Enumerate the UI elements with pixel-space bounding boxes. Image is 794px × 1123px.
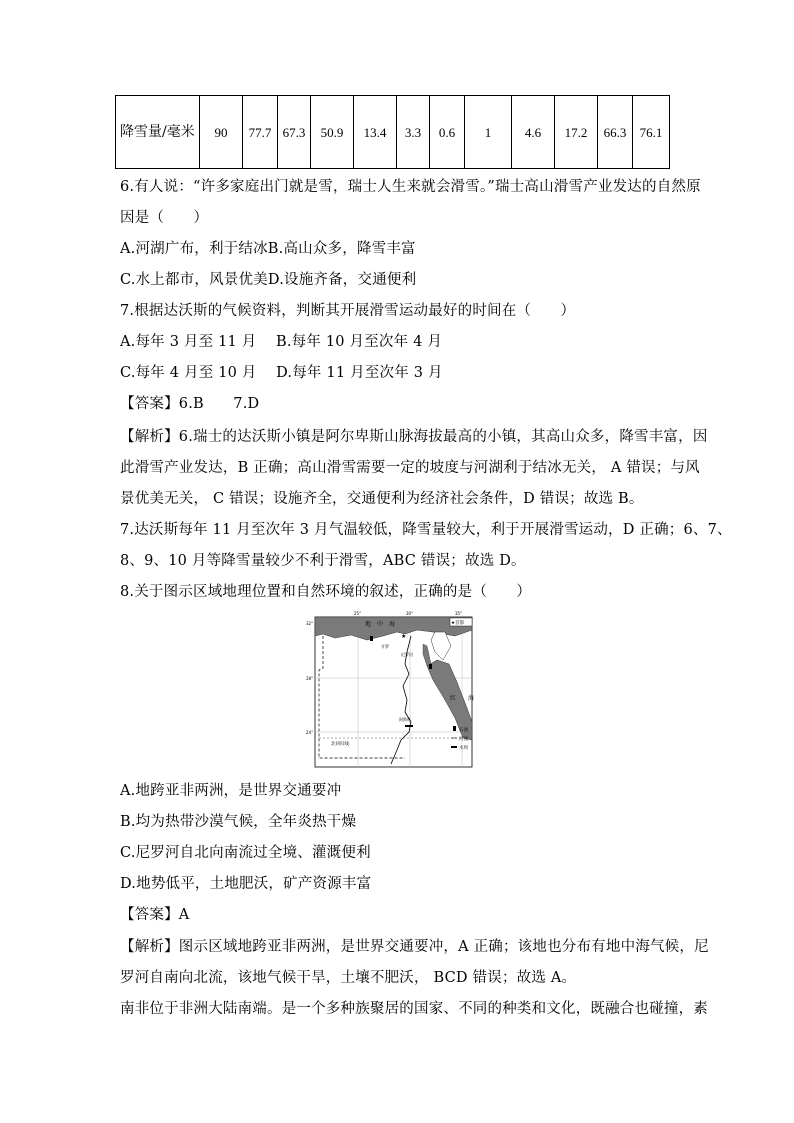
question-6-options-ab: A.河湖广布，利于结冰B.高山众多，降雪丰富 bbox=[120, 241, 416, 257]
question-7-options-ab: A.每年 3 月至 11 月 B.每年 10 月至次年 4 月 bbox=[120, 334, 443, 350]
legend-label: 石油 bbox=[459, 728, 468, 733]
question-7-stem: 7.根据达沃斯的气候资料，判断其开展滑雪运动最好的时间在（ ） bbox=[120, 303, 576, 319]
table-cell: 3.3 bbox=[397, 96, 430, 169]
oil-icon bbox=[370, 636, 373, 641]
oil-icon bbox=[429, 664, 432, 669]
question-7-options-cd: C.每年 4 月至 10 月 D.每年 11 月至次年 3 月 bbox=[120, 365, 443, 381]
analysis-line: 景优美无关， C 错误；设施齐全，交通便利为经济社会条件，D 错误；故选 B。 bbox=[120, 491, 644, 507]
question-8-option-d: D.地势低平，土地肥沃，矿产资源丰富 bbox=[120, 876, 372, 892]
table-cell: 4.6 bbox=[512, 96, 555, 169]
city-label: 阿斯旺 bbox=[399, 717, 411, 722]
table-row bbox=[116, 96, 670, 169]
table-cell: 1 bbox=[465, 96, 512, 169]
table-cell: 0.6 bbox=[430, 96, 465, 169]
lat-label: 32° bbox=[306, 621, 314, 626]
tropic-label: 北回归线 bbox=[331, 742, 349, 747]
question-6-options-cd: C.水上都市，风景优美D.设施齐备，交通便利 bbox=[120, 272, 417, 288]
legend-label: 河流 bbox=[459, 737, 468, 742]
table-cell: 13.4 bbox=[354, 96, 397, 169]
table-header-cell: 降雪量/毫米 bbox=[116, 96, 200, 169]
question-6-stem: 6.有人说：“许多家庭出门就是雪，瑞士人生来就会滑雪。”瑞士高山滑雪产业发达的自然原 bbox=[120, 179, 701, 195]
legend-label: 水坝 bbox=[459, 746, 468, 751]
answer-8: 【答案】A bbox=[120, 907, 190, 923]
table-cell: 76.1 bbox=[633, 96, 670, 169]
dam-icon bbox=[405, 725, 413, 727]
question-8-option-b: B.均为热带沙漠气候，全年炎热干燥 bbox=[120, 814, 357, 830]
capital-icon: ★ bbox=[401, 633, 407, 640]
analysis-line: 7.达沃斯每年 11 月至次年 3 月气温较低，降雪量较大，利于开展滑雪运动，D 正确；6、7、 bbox=[120, 522, 732, 538]
sea-label: 红 海 bbox=[450, 695, 475, 702]
next-passage: 南非位于非洲大陆南端。是一个多种族聚居的国家、不同的种类和文化，既融合也碰撞，素 bbox=[120, 1001, 708, 1017]
table-cell: 67.3 bbox=[278, 96, 311, 169]
question-8-option-c: C.尼罗河自北向南流过全境、灌溉便利 bbox=[120, 845, 371, 861]
lon-label: 25° bbox=[354, 611, 362, 616]
table-cell: 90 bbox=[200, 96, 243, 169]
river-label: 尼罗河 bbox=[401, 652, 413, 657]
analysis-line: 此滑雪产业发达，B 正确；高山滑雪需要一定的坡度与河湖利于结冰无关， A 错误；与风 bbox=[120, 460, 700, 476]
analysis-line: 8、9、10 月等降雪量较少不利于滑雪，ABC 错误；故选 D。 bbox=[120, 553, 526, 569]
snowfall-table bbox=[115, 95, 670, 169]
table-cell: 50.9 bbox=[311, 96, 354, 169]
question-8-option-a: A.地跨亚非两洲，是世界交通要冲 bbox=[120, 783, 342, 799]
answer-6-7: 【答案】6.B 7.D bbox=[120, 396, 260, 412]
question-8-stem: 8.关于图示区域地理位置和自然环境的叙述，正确的是（ ） bbox=[120, 584, 532, 600]
lat-label: 28° bbox=[306, 676, 314, 681]
lon-label: 35° bbox=[455, 611, 463, 616]
analysis-line: 【解析】图示区域地跨亚非两洲，是世界交通要冲，A 正确；该地也分布有地中海气候，尼 bbox=[120, 939, 709, 955]
oil-icon bbox=[453, 726, 456, 731]
lon-label: 30° bbox=[406, 611, 414, 616]
egypt-map bbox=[305, 608, 482, 772]
table-cell: 17.2 bbox=[555, 96, 598, 169]
analysis-line: 罗河自南向北流，该地气候干旱，土壤不肥沃， BCD 错误；故选 A。 bbox=[120, 970, 577, 986]
legend-capital: ★首都 bbox=[451, 621, 465, 626]
dam-icon bbox=[451, 746, 457, 748]
analysis-line: 【解析】6.瑞士的达沃斯小镇是阿尔卑斯山脉海拔最高的小镇，其高山众多，降雪丰富，因 bbox=[120, 429, 708, 445]
question-6-stem-cont: 因是（ ） bbox=[120, 210, 209, 226]
table-cell: 77.7 bbox=[243, 96, 278, 169]
table-cell: 66.3 bbox=[598, 96, 633, 169]
city-label: 开罗 bbox=[381, 644, 389, 649]
lat-label: 24° bbox=[306, 730, 314, 735]
sea-label: 地 中 海 bbox=[365, 621, 396, 628]
